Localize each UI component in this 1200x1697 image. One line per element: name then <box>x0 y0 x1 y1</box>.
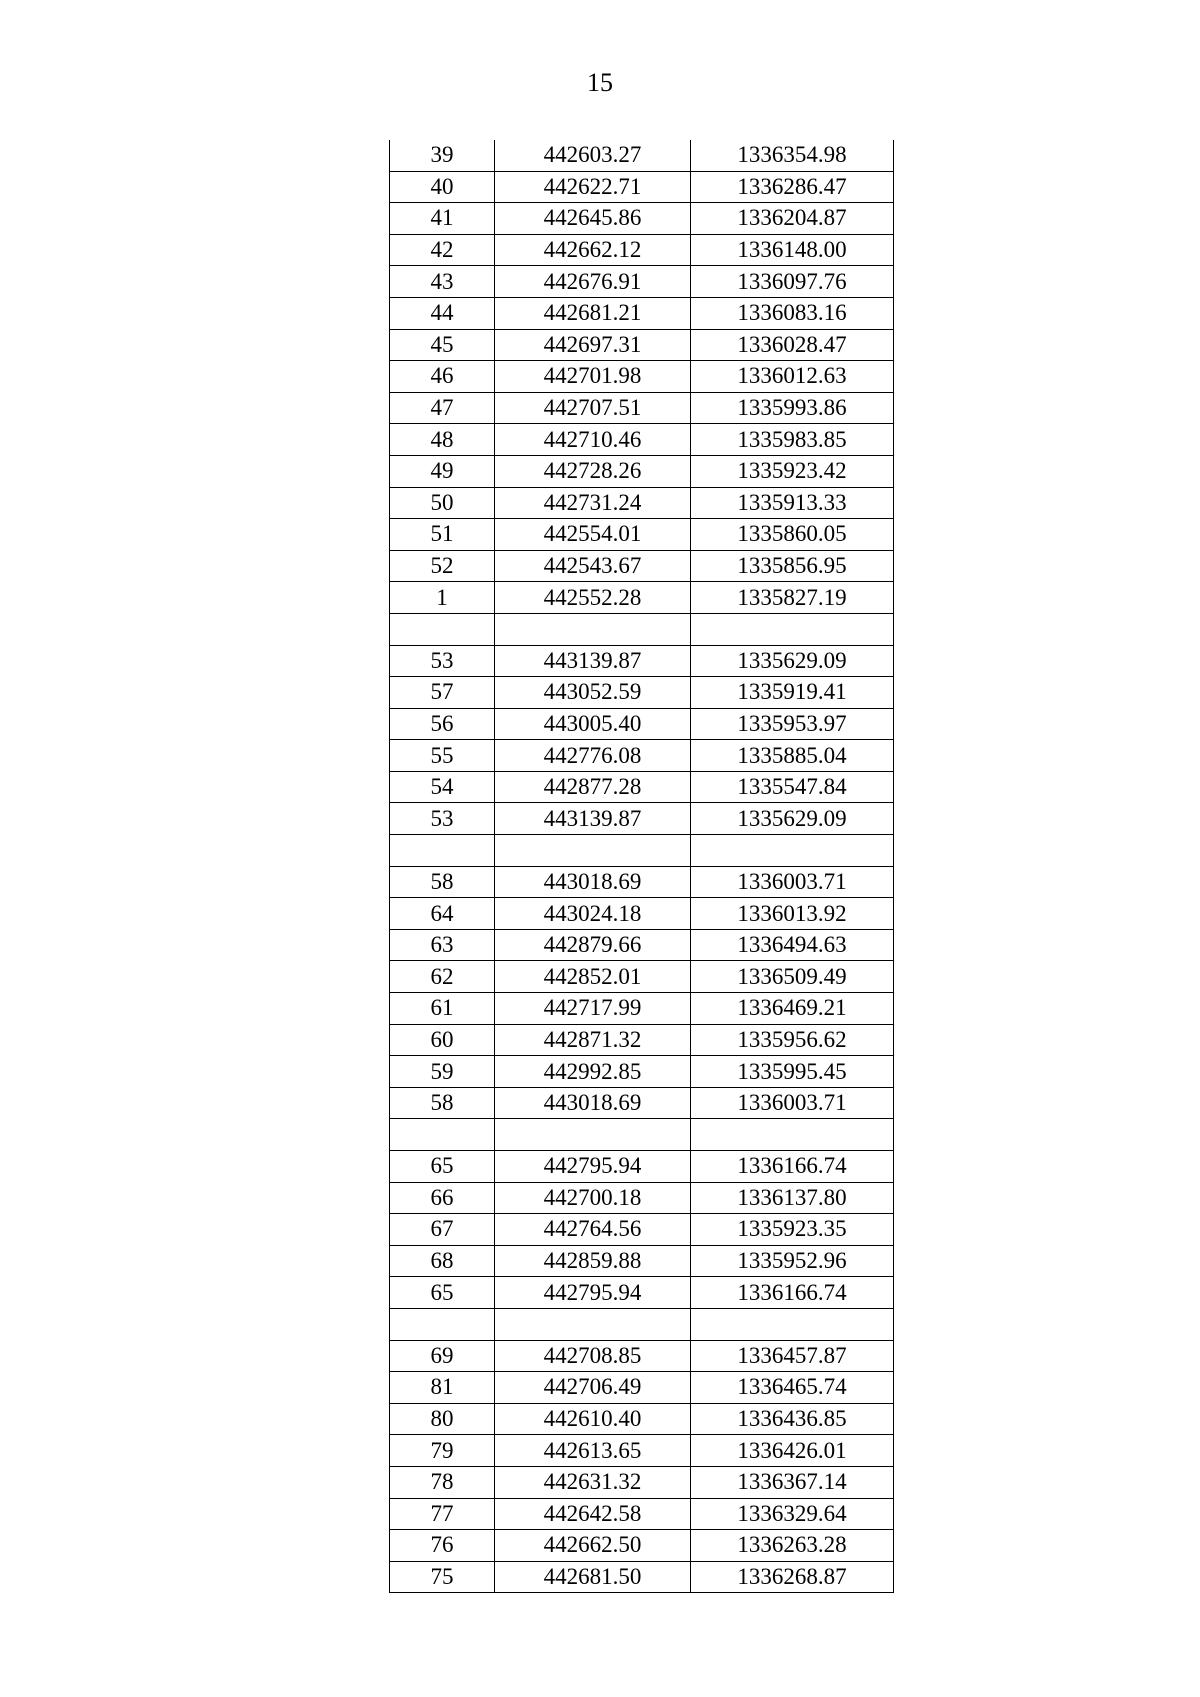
y-coordinate-cell: 1335629.09 <box>691 803 894 835</box>
point-number-cell: 68 <box>390 1245 495 1277</box>
table-row <box>390 1435 894 1467</box>
table-spacer-row <box>390 1119 894 1151</box>
point-number-cell: 58 <box>390 1087 495 1119</box>
page-number: 15 <box>587 68 613 97</box>
y-coordinate-cell: 1335919.41 <box>691 677 894 709</box>
point-number-cell: 65 <box>390 1151 495 1183</box>
point-number-cell: 66 <box>390 1182 495 1214</box>
x-coordinate-cell: 443005.40 <box>495 708 691 740</box>
x-coordinate-cell: 442731.24 <box>495 487 691 519</box>
y-coordinate-cell: 1335860.05 <box>691 519 894 551</box>
y-coordinate-cell: 1336329.64 <box>691 1498 894 1530</box>
x-coordinate-cell: 442700.18 <box>495 1182 691 1214</box>
table-row <box>390 1182 894 1214</box>
table-row <box>390 1340 894 1372</box>
point-number-cell: 45 <box>390 329 495 361</box>
x-coordinate-cell: 442852.01 <box>495 961 691 993</box>
x-coordinate-cell: 442552.28 <box>495 582 691 614</box>
x-coordinate-cell: 442603.27 <box>495 140 691 171</box>
y-coordinate-cell: 1336137.80 <box>691 1182 894 1214</box>
table-row <box>390 993 894 1025</box>
table-row <box>390 708 894 740</box>
point-number-cell: 43 <box>390 266 495 298</box>
y-coordinate-cell: 1335923.35 <box>691 1214 894 1246</box>
point-number-cell: 39 <box>390 140 495 171</box>
y-coordinate-cell: 1336013.92 <box>691 898 894 930</box>
table-row <box>390 1372 894 1404</box>
point-number-cell: 57 <box>390 677 495 709</box>
y-coordinate-cell: 1335993.86 <box>691 392 894 424</box>
table-row <box>390 1056 894 1088</box>
x-coordinate-cell: 442676.91 <box>495 266 691 298</box>
y-coordinate-cell: 1336166.74 <box>691 1151 894 1183</box>
y-coordinate-cell: 1335885.04 <box>691 740 894 772</box>
y-coordinate-cell: 1335995.45 <box>691 1056 894 1088</box>
x-coordinate-cell: 442681.50 <box>495 1561 691 1593</box>
point-number-cell: 50 <box>390 487 495 519</box>
point-number-cell: 56 <box>390 708 495 740</box>
point-number-cell: 51 <box>390 519 495 551</box>
table-row <box>390 1403 894 1435</box>
point-number-cell: 53 <box>390 803 495 835</box>
coordinates-table-body <box>390 140 894 1593</box>
x-coordinate-cell <box>495 1119 691 1151</box>
y-coordinate-cell: 1336494.63 <box>691 929 894 961</box>
y-coordinate-cell: 1336469.21 <box>691 993 894 1025</box>
y-coordinate-cell <box>691 1308 894 1340</box>
y-coordinate-cell: 1336263.28 <box>691 1530 894 1562</box>
x-coordinate-cell: 442795.94 <box>495 1277 691 1309</box>
y-coordinate-cell: 1336426.01 <box>691 1435 894 1467</box>
x-coordinate-cell: 442728.26 <box>495 455 691 487</box>
x-coordinate-cell: 442776.08 <box>495 740 691 772</box>
x-coordinate-cell: 442662.12 <box>495 234 691 266</box>
y-coordinate-cell: 1336003.71 <box>691 866 894 898</box>
point-number-cell: 60 <box>390 1024 495 1056</box>
y-coordinate-cell: 1336204.87 <box>691 203 894 235</box>
x-coordinate-cell: 443018.69 <box>495 866 691 898</box>
point-number-cell: 65 <box>390 1277 495 1309</box>
table-row <box>390 771 894 803</box>
coordinates-table <box>389 140 894 1593</box>
y-coordinate-cell: 1336012.63 <box>691 361 894 393</box>
y-coordinate-cell: 1336286.47 <box>691 171 894 203</box>
y-coordinate-cell: 1335827.19 <box>691 582 894 614</box>
point-number-cell: 61 <box>390 993 495 1025</box>
point-number-cell: 41 <box>390 203 495 235</box>
y-coordinate-cell: 1336003.71 <box>691 1087 894 1119</box>
x-coordinate-cell: 442543.67 <box>495 550 691 582</box>
point-number-cell: 53 <box>390 645 495 677</box>
y-coordinate-cell <box>691 1119 894 1151</box>
x-coordinate-cell: 442622.71 <box>495 171 691 203</box>
table-row <box>390 329 894 361</box>
x-coordinate-cell: 442554.01 <box>495 519 691 551</box>
x-coordinate-cell: 442795.94 <box>495 1151 691 1183</box>
point-number-cell: 1 <box>390 582 495 614</box>
y-coordinate-cell <box>691 835 894 867</box>
y-coordinate-cell <box>691 613 894 645</box>
y-coordinate-cell: 1335856.95 <box>691 550 894 582</box>
point-number-cell: 62 <box>390 961 495 993</box>
x-coordinate-cell: 442697.31 <box>495 329 691 361</box>
table-row <box>390 1151 894 1183</box>
point-number-cell: 77 <box>390 1498 495 1530</box>
point-number-cell: 44 <box>390 297 495 329</box>
x-coordinate-cell: 443139.87 <box>495 803 691 835</box>
y-coordinate-cell: 1336148.00 <box>691 234 894 266</box>
x-coordinate-cell: 442879.66 <box>495 929 691 961</box>
y-coordinate-cell: 1336436.85 <box>691 1403 894 1435</box>
table-row <box>390 582 894 614</box>
y-coordinate-cell: 1336457.87 <box>691 1340 894 1372</box>
x-coordinate-cell: 442871.32 <box>495 1024 691 1056</box>
x-coordinate-cell: 442681.21 <box>495 297 691 329</box>
point-number-cell: 81 <box>390 1372 495 1404</box>
x-coordinate-cell: 442717.99 <box>495 993 691 1025</box>
table-row <box>390 1466 894 1498</box>
x-coordinate-cell: 442645.86 <box>495 203 691 235</box>
table-row <box>390 140 894 171</box>
point-number-cell: 67 <box>390 1214 495 1246</box>
y-coordinate-cell: 1335547.84 <box>691 771 894 803</box>
point-number-cell: 78 <box>390 1466 495 1498</box>
y-coordinate-cell: 1335953.97 <box>691 708 894 740</box>
x-coordinate-cell: 442710.46 <box>495 424 691 456</box>
table-row <box>390 1530 894 1562</box>
x-coordinate-cell: 442707.51 <box>495 392 691 424</box>
table-spacer-row <box>390 835 894 867</box>
point-number-cell <box>390 1308 495 1340</box>
table-row <box>390 866 894 898</box>
point-number-cell: 55 <box>390 740 495 772</box>
x-coordinate-cell: 442662.50 <box>495 1530 691 1562</box>
table-row <box>390 203 894 235</box>
table-row <box>390 519 894 551</box>
table-row <box>390 234 894 266</box>
point-number-cell: 64 <box>390 898 495 930</box>
x-coordinate-cell: 442992.85 <box>495 1056 691 1088</box>
y-coordinate-cell: 1336028.47 <box>691 329 894 361</box>
point-number-cell: 42 <box>390 234 495 266</box>
x-coordinate-cell <box>495 1308 691 1340</box>
x-coordinate-cell: 443139.87 <box>495 645 691 677</box>
table-row <box>390 803 894 835</box>
point-number-cell: 52 <box>390 550 495 582</box>
point-number-cell: 75 <box>390 1561 495 1593</box>
y-coordinate-cell: 1335952.96 <box>691 1245 894 1277</box>
table-row <box>390 297 894 329</box>
y-coordinate-cell: 1335913.33 <box>691 487 894 519</box>
table-row <box>390 455 894 487</box>
table-row <box>390 677 894 709</box>
x-coordinate-cell: 442631.32 <box>495 1466 691 1498</box>
x-coordinate-cell: 442859.88 <box>495 1245 691 1277</box>
y-coordinate-cell: 1336465.74 <box>691 1372 894 1404</box>
point-number-cell: 47 <box>390 392 495 424</box>
table-spacer-row <box>390 1308 894 1340</box>
point-number-cell <box>390 1119 495 1151</box>
table-row <box>390 1277 894 1309</box>
point-number-cell: 63 <box>390 929 495 961</box>
x-coordinate-cell: 443024.18 <box>495 898 691 930</box>
table-row <box>390 266 894 298</box>
table-row <box>390 740 894 772</box>
x-coordinate-cell: 442610.40 <box>495 1403 691 1435</box>
y-coordinate-cell: 1335983.85 <box>691 424 894 456</box>
table-row <box>390 1214 894 1246</box>
table-row <box>390 961 894 993</box>
point-number-cell: 80 <box>390 1403 495 1435</box>
x-coordinate-cell <box>495 613 691 645</box>
table-spacer-row <box>390 613 894 645</box>
point-number-cell <box>390 835 495 867</box>
x-coordinate-cell: 442764.56 <box>495 1214 691 1246</box>
y-coordinate-cell: 1336083.16 <box>691 297 894 329</box>
point-number-cell <box>390 613 495 645</box>
point-number-cell: 48 <box>390 424 495 456</box>
table-row <box>390 1245 894 1277</box>
point-number-cell: 49 <box>390 455 495 487</box>
y-coordinate-cell: 1336166.74 <box>691 1277 894 1309</box>
y-coordinate-cell: 1335956.62 <box>691 1024 894 1056</box>
table-row <box>390 487 894 519</box>
x-coordinate-cell: 442613.65 <box>495 1435 691 1467</box>
table-row <box>390 424 894 456</box>
y-coordinate-cell: 1336097.76 <box>691 266 894 298</box>
point-number-cell: 69 <box>390 1340 495 1372</box>
point-number-cell: 40 <box>390 171 495 203</box>
table-row <box>390 1498 894 1530</box>
x-coordinate-cell <box>495 835 691 867</box>
y-coordinate-cell: 1336509.49 <box>691 961 894 993</box>
x-coordinate-cell: 442708.85 <box>495 1340 691 1372</box>
table-row <box>390 1087 894 1119</box>
x-coordinate-cell: 443052.59 <box>495 677 691 709</box>
y-coordinate-cell: 1336367.14 <box>691 1466 894 1498</box>
x-coordinate-cell: 442701.98 <box>495 361 691 393</box>
point-number-cell: 46 <box>390 361 495 393</box>
point-number-cell: 59 <box>390 1056 495 1088</box>
table-row <box>390 1024 894 1056</box>
table-row <box>390 392 894 424</box>
point-number-cell: 76 <box>390 1530 495 1562</box>
x-coordinate-cell: 442642.58 <box>495 1498 691 1530</box>
point-number-cell: 58 <box>390 866 495 898</box>
table-row <box>390 929 894 961</box>
y-coordinate-cell: 1335629.09 <box>691 645 894 677</box>
x-coordinate-cell: 442706.49 <box>495 1372 691 1404</box>
x-coordinate-cell: 442877.28 <box>495 771 691 803</box>
table-row <box>390 550 894 582</box>
table-row <box>390 898 894 930</box>
point-number-cell: 54 <box>390 771 495 803</box>
y-coordinate-cell: 1335923.42 <box>691 455 894 487</box>
point-number-cell: 79 <box>390 1435 495 1467</box>
table-row <box>390 361 894 393</box>
y-coordinate-cell: 1336354.98 <box>691 140 894 171</box>
x-coordinate-cell: 443018.69 <box>495 1087 691 1119</box>
table-row <box>390 645 894 677</box>
table-row <box>390 1561 894 1593</box>
table-row <box>390 171 894 203</box>
y-coordinate-cell: 1336268.87 <box>691 1561 894 1593</box>
